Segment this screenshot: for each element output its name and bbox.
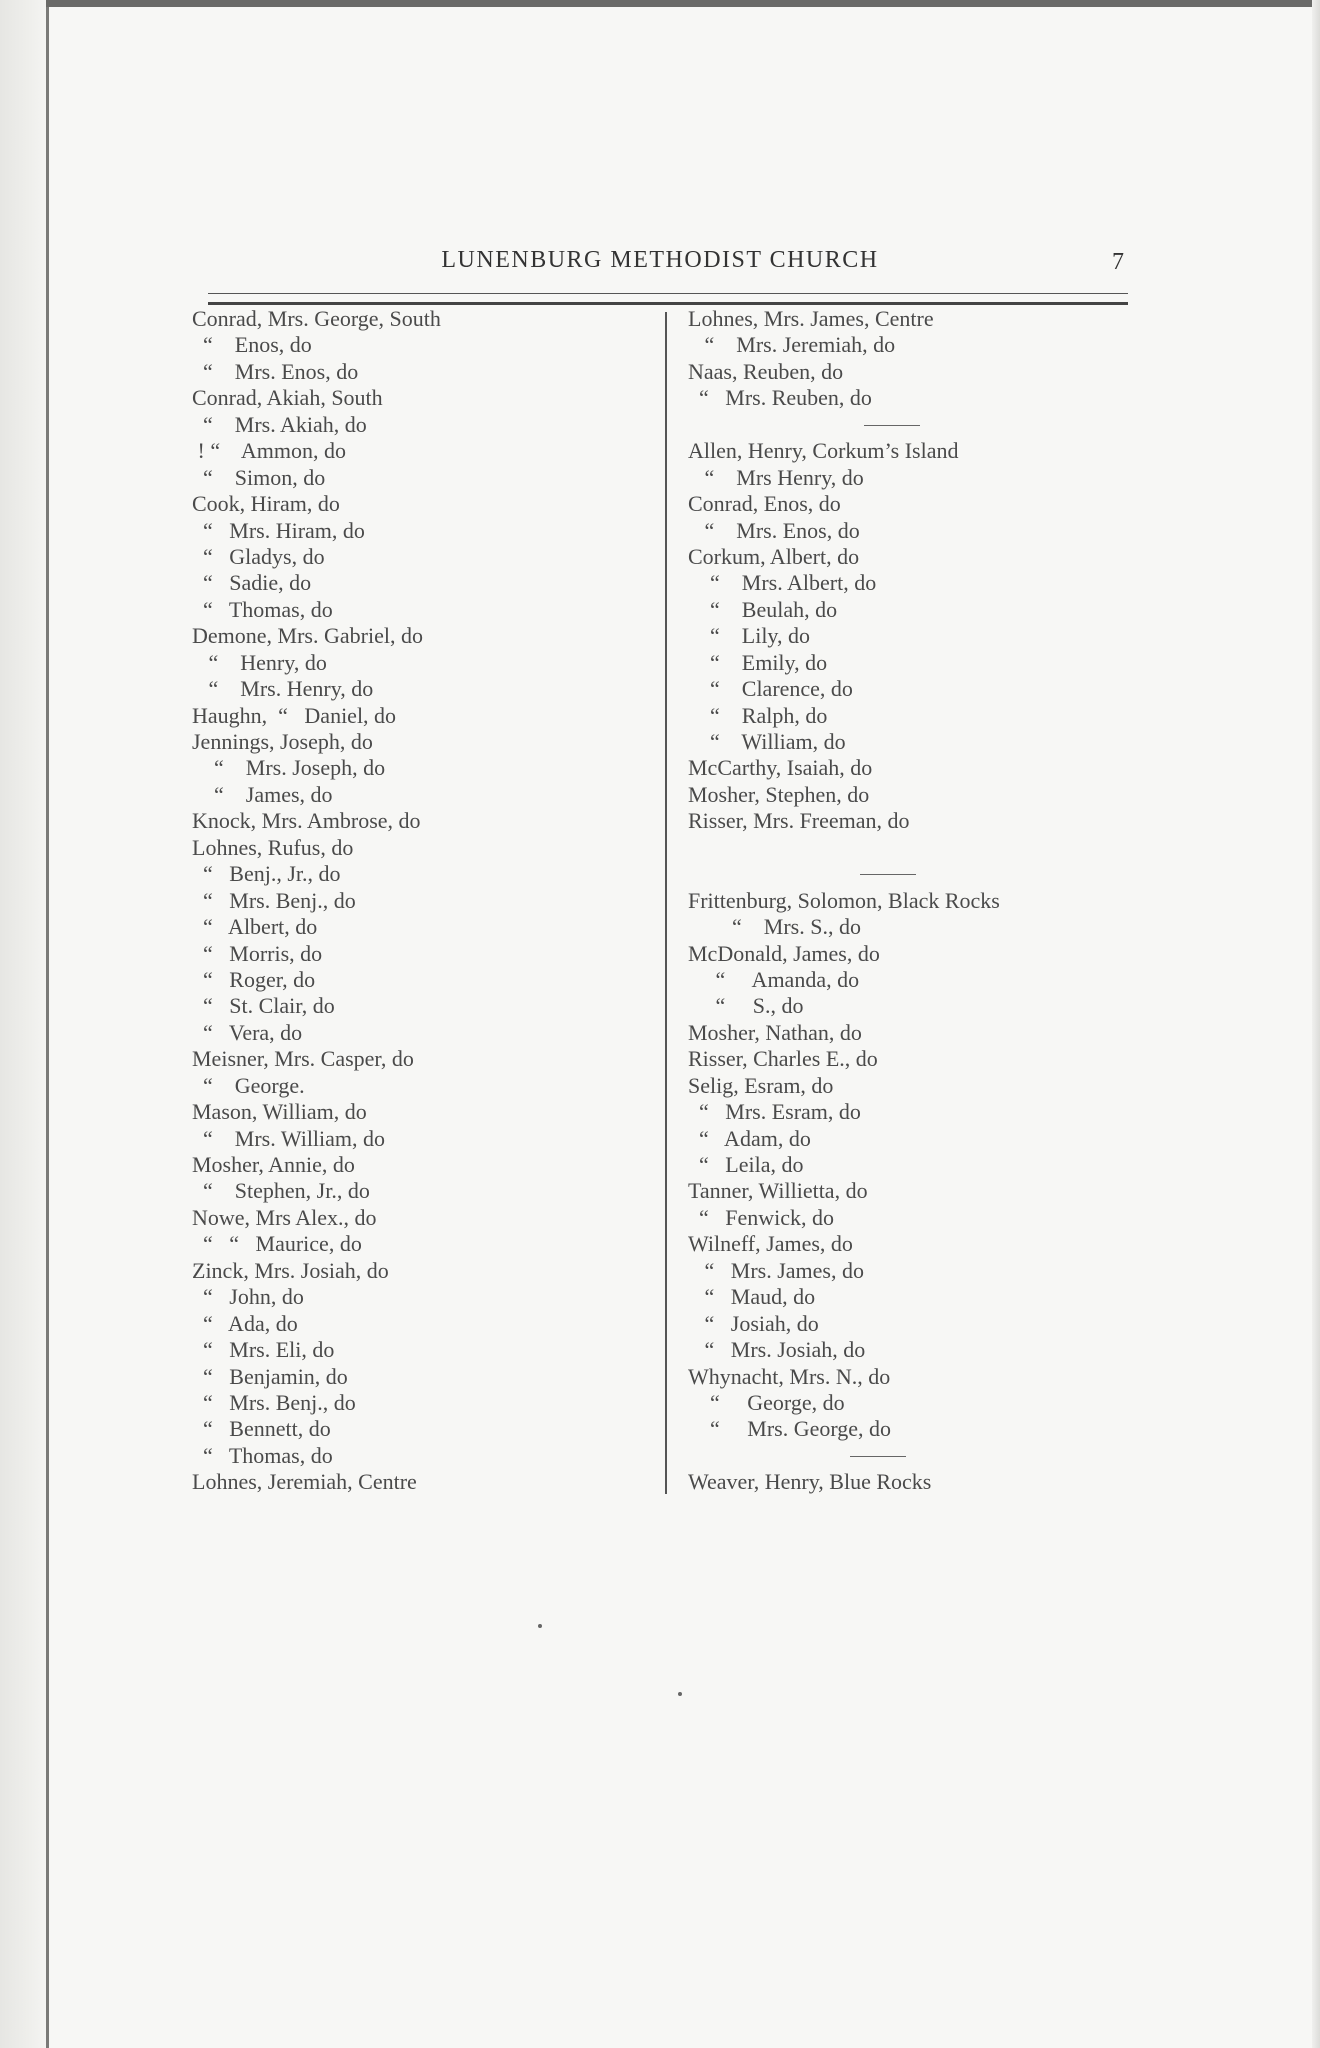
list-item: “ Mrs. Enos, do <box>192 358 359 384</box>
list-item: “ Vera, do <box>192 1019 303 1045</box>
list-item: Wilneff, James, do <box>688 1231 853 1257</box>
list-item: Nowe, Mrs Alex., do <box>192 1204 377 1230</box>
list-item: “ Benj., Jr., do <box>192 861 341 887</box>
list-item: “ Clarence, do <box>688 676 853 702</box>
list-item: “ Mrs. Esram, do <box>688 1099 861 1125</box>
list-item: Cook, Hiram, do <box>192 491 340 517</box>
scan-speck <box>678 1692 682 1696</box>
scan-edge-left <box>0 0 46 2048</box>
list-item: Knock, Mrs. Ambrose, do <box>192 808 421 834</box>
list-item: Mason, William, do <box>192 1099 367 1125</box>
list-item: “ Beulah, do <box>688 596 838 622</box>
list-item: “ Maud, do <box>688 1284 816 1310</box>
section-separator <box>688 1443 1128 1469</box>
list-item: Conrad, Mrs. George, South <box>192 306 441 331</box>
list-item: “ Mrs. Benj., do <box>192 1389 356 1415</box>
list-item: “ Simon, do <box>192 464 326 490</box>
list-item: “ Mrs Henry, do <box>688 464 864 490</box>
list-item: Lohnes, Jeremiah, Centre <box>192 1469 417 1495</box>
list-item: “ Enos, do <box>192 332 312 358</box>
page-number: 7 <box>1112 249 1124 275</box>
blank-line <box>688 835 1128 861</box>
list-item: “ Amanda, do <box>688 966 860 992</box>
list-item: “ Adam, do <box>688 1125 811 1151</box>
header-rule-thick <box>208 302 1128 305</box>
list-item: “ Ralph, do <box>688 702 828 728</box>
list-item: “ Mrs. Albert, do <box>688 570 877 596</box>
list-item: “ George, do <box>688 1389 845 1415</box>
list-item: “ Mrs. Eli, do <box>192 1337 335 1363</box>
list-item: Haughn, “ Daniel, do <box>192 702 397 728</box>
list-item: “ Henry, do <box>192 649 327 675</box>
list-item: Mosher, Nathan, do <box>688 1019 862 1045</box>
list-item: “ George. <box>192 1072 305 1098</box>
list-item: Naas, Reuben, do <box>688 358 844 384</box>
list-item: “ Benjamin, do <box>192 1363 348 1389</box>
list-item: Conrad, Enos, do <box>688 491 841 517</box>
list-item: Jennings, Joseph, do <box>192 729 373 754</box>
list-item: “ William, do <box>688 729 846 754</box>
list-item: Demone, Mrs. Gabriel, do <box>192 623 423 649</box>
list-item: ! “ Ammon, do <box>192 438 346 464</box>
right-column-list <box>688 306 1128 1496</box>
list-item: “ Leila, do <box>688 1152 804 1177</box>
header-rule-thin <box>208 293 1128 294</box>
list-item: “ Josiah, do <box>688 1310 819 1336</box>
scan-border-top <box>46 0 1320 7</box>
list-item: “ Mrs. James, do <box>688 1257 864 1283</box>
list-item: “ St. Clair, do <box>192 993 335 1019</box>
list-item: Whynacht, Mrs. N., do <box>688 1363 891 1389</box>
running-head: LUNENBURG METHODIST CHURCH <box>441 247 879 273</box>
scan-border-left <box>46 0 49 2048</box>
list-item: Frittenburg, Solomon, Black Rocks <box>688 887 1000 913</box>
list-item: Mosher, Stephen, do <box>688 781 870 807</box>
list-item: “ Albert, do <box>192 914 318 940</box>
list-item: Lohnes, Mrs. James, Centre <box>688 306 934 331</box>
list-item: “ Mrs. Hiram, do <box>192 517 365 543</box>
list-item: Weaver, Henry, Blue Rocks <box>688 1469 932 1495</box>
list-item: “ Ada, do <box>192 1310 298 1336</box>
list-item: “ Mrs. Josiah, do <box>688 1337 866 1363</box>
left-column-list <box>192 306 652 1496</box>
list-item: “ Bennett, do <box>192 1416 331 1442</box>
list-item: “ Lily, do <box>688 623 810 649</box>
list-item: “ Mrs. Henry, do <box>192 676 374 702</box>
list-item: Mosher, Annie, do <box>192 1152 355 1177</box>
list-item: Meisner, Mrs. Casper, do <box>192 1046 414 1072</box>
column-divider <box>665 312 667 1494</box>
list-item: “ S., do <box>688 993 804 1019</box>
list-item: “ Mrs. William, do <box>192 1125 386 1151</box>
scan-edge-right <box>1312 0 1320 2048</box>
list-item: Zinck, Mrs. Josiah, do <box>192 1257 389 1283</box>
list-item: “ Mrs. Reuben, do <box>688 385 872 411</box>
list-item: “ Mrs. Jeremiah, do <box>688 332 896 358</box>
list-item: Corkum, Albert, do <box>688 543 860 569</box>
list-item: “ Mrs. S., do <box>688 914 861 940</box>
list-item: “ Sadie, do <box>192 570 312 596</box>
section-separator <box>688 412 1128 438</box>
list-item: “ Thomas, do <box>192 1442 333 1468</box>
list-item: “ Emily, do <box>688 649 828 675</box>
list-item: Lohnes, Rufus, do <box>192 834 354 860</box>
list-item: Conrad, Akiah, South <box>192 385 383 411</box>
list-item: “ Mrs. Akiah, do <box>192 411 367 437</box>
scan-speck <box>538 1624 542 1628</box>
list-item: McDonald, James, do <box>688 940 880 966</box>
list-item: “ Mrs. Joseph, do <box>192 755 386 781</box>
list-item: Risser, Mrs. Freeman, do <box>688 808 910 834</box>
list-item: “ Mrs. Enos, do <box>688 517 860 543</box>
list-item: McCarthy, Isaiah, do <box>688 755 873 781</box>
list-item: “ Fenwick, do <box>688 1204 835 1230</box>
list-item: “ “ Maurice, do <box>192 1231 362 1257</box>
list-item: Risser, Charles E., do <box>688 1046 878 1072</box>
list-item: “ Mrs. George, do <box>688 1416 892 1442</box>
list-item: “ James, do <box>192 781 333 807</box>
list-item: “ Morris, do <box>192 940 323 966</box>
list-item: “ Roger, do <box>192 966 316 992</box>
list-item: Allen, Henry, Corkum’s Island <box>688 438 959 464</box>
list-item: Selig, Esram, do <box>688 1072 834 1098</box>
list-item: Tanner, Willietta, do <box>688 1178 868 1204</box>
section-separator <box>688 861 1128 887</box>
list-item: “ John, do <box>192 1284 304 1310</box>
list-item: “ Gladys, do <box>192 543 325 569</box>
list-item: “ Mrs. Benj., do <box>192 887 356 913</box>
list-item: “ Stephen, Jr., do <box>192 1178 370 1204</box>
list-item: “ Thomas, do <box>192 596 333 622</box>
